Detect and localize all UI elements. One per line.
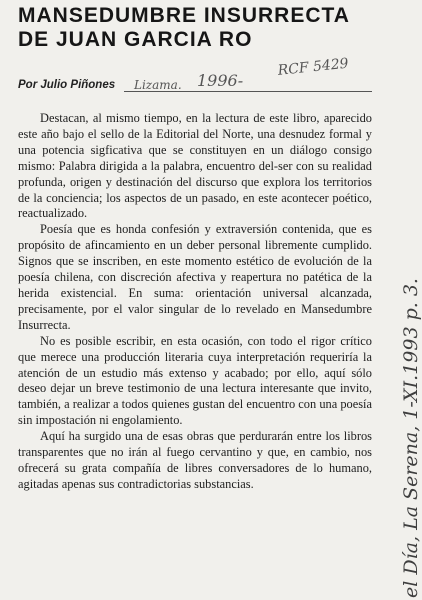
paragraph-4: Aquí ha surgido una de esas obras que perdurarán entre los libros transparentes que no irán al fuego cervantino y que, en cambio, nos ofrecerá su grata compañía de libres conversadores de lo humano, agitadas apenas sus contradictorias substancias.	[18, 429, 372, 491]
article-body	[18, 111, 372, 493]
handwritten-note-catalog: RCF 5429	[277, 55, 350, 79]
title-line-2: DE JUAN GARCIA RO	[18, 28, 253, 51]
paragraph-2: Poesía que es honda confesión y extraversión contenida, que es propósito de afincamiento en un deber personal libremente cumplido. Signos que se inscriben, en este momento estético de evolución de la poesía chilena, con discreción afectiva y reapertura no patética de la herida existencial. En suma: orientación universal alcanzada, precisamente, por el valor singular de lo revelado en Mansedumbre Insurrecta.	[18, 222, 372, 332]
paragraph-3: No es posible escribir, en esta ocasión, con todo el rigor crítico que merece una producción literaria cuya interpretación requeriría la atención de un estudio más extenso y acabado; por ello, aquí sólo deseo dejar un breve testimonio de una lectura interesante que invito, también, a realizar a todos quienes gustan del encuentro con una poesía sin impostación ni engolamiento.	[18, 333, 372, 428]
handwritten-note-year: 1996-	[197, 71, 244, 90]
title-line-1: MANSEDUMBRE INSURRECTA	[18, 4, 350, 27]
article-title	[18, 4, 378, 52]
byline: Por Julio Piñones	[18, 79, 116, 91]
handwritten-source-note: el Día, La Serena, 1-XI.1993 p. 3.	[400, 278, 422, 598]
handwritten-note-lizama: Lizama.	[134, 78, 182, 92]
paragraph-1: Destacan, al mismo tiempo, en la lectura de este libro, aparecido este año bajo el sello de la Editorial del Norte, una desnudez formal y una potencia sigficativa que se constituyen en un diálogo consigo mismo: Palabra dirigida a la palabra, encuentro del-ser con su realidad profunda, origen y destinación del discurso que explora los territorios de la conciencia; los aspectos de un pasado, en este acontecer poético, reactualizado.	[18, 111, 372, 221]
